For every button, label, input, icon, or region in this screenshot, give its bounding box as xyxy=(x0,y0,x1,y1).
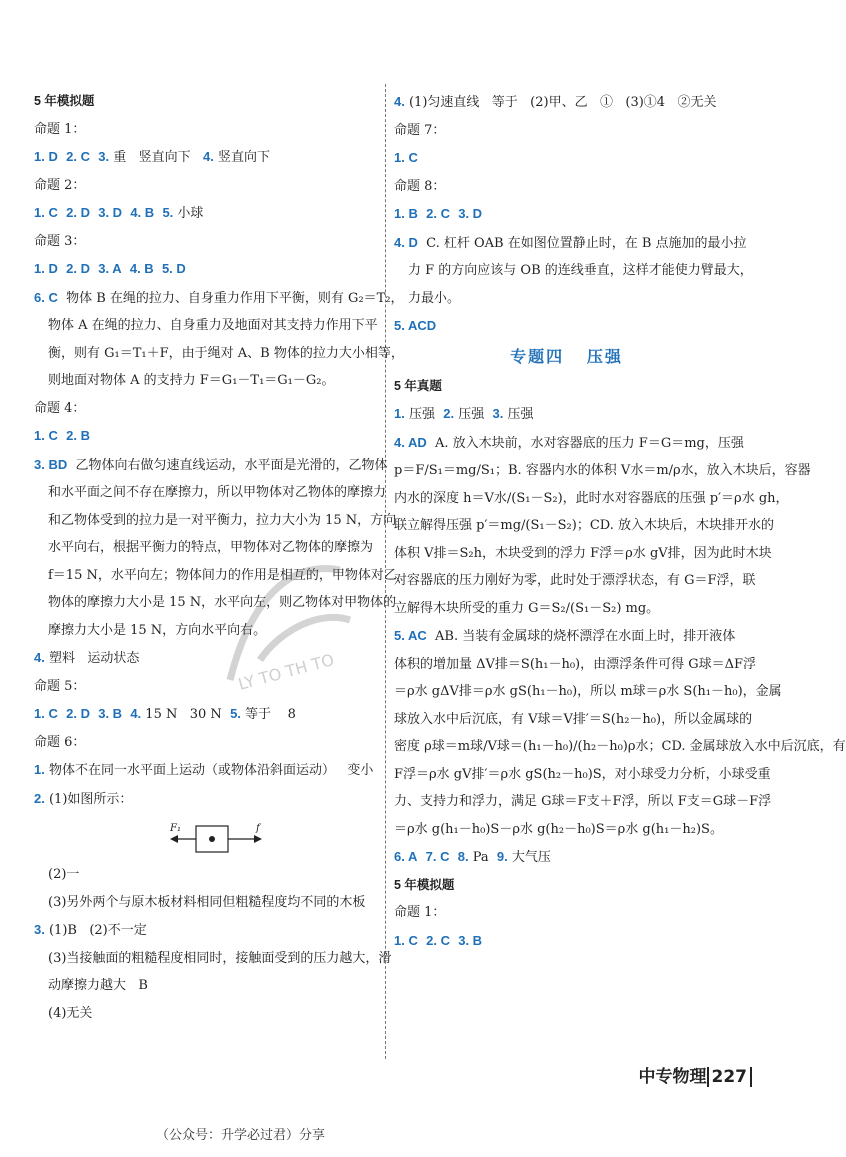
answer-text: 衡，则有 G₁＝T₁＋F，由于绳对 A、B 物体的拉力大小相等， xyxy=(48,345,404,361)
answer-line xyxy=(394,373,739,401)
answer-line xyxy=(34,861,382,889)
answer-text: F浮＝ρ水 gV排′＝ρ水 gS(h₂－h₀)S，对小球受力分析，小球受重 xyxy=(394,766,771,782)
answer-text: Pa xyxy=(468,850,497,865)
right-column xyxy=(394,88,846,955)
answer-line xyxy=(394,229,747,258)
answer-text xyxy=(90,150,98,165)
answer-text: 命题 2： xyxy=(34,177,86,193)
answer-text: 和水平面之间不存在摩擦力，所以甲物体对乙物体的摩擦力 xyxy=(48,485,387,500)
answer-text xyxy=(58,150,66,165)
answer-line xyxy=(34,700,382,729)
subject-label: 中专物理 xyxy=(638,1067,707,1087)
answer-text: 摩擦力大小是 15 N，方向水平向右。 xyxy=(48,622,267,638)
answer-line xyxy=(34,422,382,451)
answer-text xyxy=(154,262,162,277)
question-number: 4. D xyxy=(394,234,418,250)
question-number: 4. xyxy=(394,94,405,109)
question-number: 4. xyxy=(130,706,142,721)
question-number: 3. D xyxy=(98,205,123,220)
question-number: 3. D xyxy=(458,206,483,221)
answer-text: 则地面对物体 A 的支持力 F＝G₁－T₁＝G₁－G₂。 xyxy=(48,373,335,388)
answer-text: 物体 B 在绳的拉力、自身重力作用下平衡，则有 G₂＝T₂， xyxy=(57,290,404,306)
answer-text: 命题 4： xyxy=(34,400,86,416)
question-number: 2. B xyxy=(66,428,90,443)
answer-line xyxy=(394,595,739,623)
question-number: 2. D xyxy=(66,261,90,276)
answer-text xyxy=(90,707,98,722)
answer-text xyxy=(58,429,66,444)
answer-text: 对容器底的压力刚好为零，此时处于漂浮状态，有 G＝F浮，联 xyxy=(394,573,756,588)
answer-line xyxy=(394,540,772,568)
answer-text: f＝15 N，水平向左；物体间力的作用是相互的，甲物体对乙 xyxy=(48,567,397,583)
answer-text: 球放入水中后沉底，有 V球＝V排′＝S(h₂－h₀)，所以金属球的 xyxy=(394,711,753,727)
answer-line xyxy=(34,312,382,340)
answer-line xyxy=(394,512,774,540)
force-diagram-svg xyxy=(34,813,374,861)
answer-line xyxy=(394,200,739,229)
arrow-right-head xyxy=(254,835,262,843)
answer-line xyxy=(394,788,772,816)
answer-line xyxy=(34,507,397,535)
answer-text: ＝ρ水 g(h₁－h₀)S－ρ水 g(h₂－h₀)S＝ρ水 g(h₁－h₂)S。 xyxy=(394,821,723,837)
answer-text xyxy=(418,207,426,222)
answer-line xyxy=(394,567,756,595)
answer-text xyxy=(418,934,426,949)
answer-line xyxy=(394,144,739,173)
answer-line xyxy=(394,651,757,679)
page-number: 227 xyxy=(707,1067,753,1087)
question-number: 3. xyxy=(34,922,45,937)
answer-line xyxy=(394,257,753,285)
question-number: 1. C xyxy=(394,150,418,165)
question-number: 1. C xyxy=(34,706,58,721)
question-number: 1. D xyxy=(34,261,58,276)
question-number: 8. xyxy=(457,849,469,864)
answer-line xyxy=(394,117,739,145)
answer-text: 力、支持力和浮力，满足 G球＝F支＋F浮，所以 F支＝G球－F浮 xyxy=(394,794,772,809)
answer-text: 联立解得压强 p′＝mg/(S₁－S₂)；CD. 放入木块后，木块排开水的 xyxy=(394,518,774,533)
answer-line xyxy=(394,899,739,927)
answer-text: (3)另外两个与原木板材料相同但粗糙程度均不同的木板 xyxy=(48,894,366,910)
answer-line xyxy=(34,143,382,172)
answer-line xyxy=(34,1000,382,1028)
answer-line xyxy=(34,255,382,284)
question-number: 5. D xyxy=(161,261,186,276)
answer-text: 力最小。 xyxy=(408,290,461,306)
question-number: 4. xyxy=(34,650,45,665)
answer-line xyxy=(34,340,404,368)
answer-text: 命题 5： xyxy=(34,678,86,694)
question-number: 2. C xyxy=(426,206,450,221)
answer-line xyxy=(34,367,382,395)
answer-line xyxy=(34,756,382,785)
page-footer-label xyxy=(639,1062,753,1087)
answer-line xyxy=(34,172,382,200)
answer-text: A. 放入木块前，水对容器底的压力 F＝G＝mg，压强 xyxy=(426,435,744,451)
answer-line xyxy=(394,706,753,734)
answer-line xyxy=(34,916,382,945)
answer-text: 动摩擦力越大 B xyxy=(48,978,148,993)
section-heading: 5 年模拟题 xyxy=(394,877,455,892)
answer-text xyxy=(450,934,458,949)
answer-line xyxy=(394,485,789,513)
question-number: 2. D xyxy=(66,706,90,721)
answer-text: 命题 6： xyxy=(34,734,86,750)
answer-text: 水平向右，根据平衡力的特点，甲物体对乙物体的摩擦为 xyxy=(48,540,374,555)
answer-text: 物体的摩擦力大小是 15 N，水平向左，则乙物体对甲物体的 xyxy=(48,595,397,610)
answer-line xyxy=(34,199,382,228)
label-f: f xyxy=(256,823,260,834)
answer-line xyxy=(34,395,382,423)
question-number: 1. C xyxy=(34,428,58,443)
answer-line xyxy=(34,972,382,1000)
answer-text: 小球 xyxy=(173,206,204,221)
question-number: 5. xyxy=(162,205,174,220)
question-number: 5. AC xyxy=(394,628,427,643)
answer-text: 体积 V排＝S₂h，木块受到的浮力 F浮＝ρ水 gV排，因为此时木块 xyxy=(394,545,772,561)
question-number: 1. C xyxy=(394,932,418,948)
answer-text: 密度 ρ球＝m球/V球＝(h₁－h₀)/(h₂－h₀)ρ水；CD. 金属球放入水中后沉底，有 xyxy=(394,739,846,754)
answer-line xyxy=(34,889,382,917)
question-number: 2. xyxy=(34,790,45,806)
answer-text: 命题 8： xyxy=(394,178,446,194)
answer-line xyxy=(394,843,739,872)
answer-text: 立解得木块所受的重力 G＝S₂/(S₁－S₂) mg。 xyxy=(394,600,660,616)
question-number: 1. B xyxy=(394,206,418,221)
label-f1: F₁ xyxy=(170,823,181,834)
answer-line xyxy=(34,284,404,313)
question-number: 4. B xyxy=(129,261,154,276)
answer-line xyxy=(34,945,392,973)
answer-text: 内水的深度 h＝V水/(S₁－S₂)，此时水对容器底的压强 p′＝ρ水 gh， xyxy=(394,490,789,506)
answer-text: (2)一 xyxy=(48,867,80,882)
answer-text xyxy=(449,850,457,865)
answer-text: 专题四 压强 xyxy=(510,346,623,366)
answer-line xyxy=(394,761,771,789)
answer-text xyxy=(417,850,425,865)
section-heading: 5 年真题 xyxy=(394,378,442,393)
answer-line xyxy=(34,228,382,256)
answer-text: 物体不在同一水平面上运动（或物体沿斜面运动） 变小 xyxy=(44,763,374,778)
answer-text: 15 N 30 N xyxy=(141,707,231,722)
answer-line xyxy=(394,622,739,651)
watermark-logo xyxy=(200,540,370,700)
question-number: 2. xyxy=(443,406,455,421)
answer-text: (4)无关 xyxy=(48,1005,93,1021)
answer-text: 体积的增加量 ΔV排＝S(h₁－h₀)，由漂浮条件可得 G球＝ΔF浮 xyxy=(394,656,757,672)
question-number: 4. xyxy=(203,149,214,164)
answer-text: 竖直向下 xyxy=(213,150,270,165)
answer-line xyxy=(394,816,739,844)
question-number: 1. D xyxy=(34,149,58,164)
answer-line xyxy=(394,312,739,341)
answer-text: 乙物体向右做匀速直线运动，水平面是光滑的，乙物体 xyxy=(67,457,388,473)
question-number: 7. C xyxy=(425,849,450,864)
question-number: 5. xyxy=(230,706,241,721)
center-dot xyxy=(209,836,215,842)
answer-text: 命题 1： xyxy=(394,905,446,920)
answer-text: C. 杠杆 OAB 在如图位置静止时，在 B 点施加的最小拉 xyxy=(417,235,747,251)
answer-line xyxy=(34,479,387,507)
answer-text xyxy=(58,707,66,722)
question-number: 2. C xyxy=(66,149,90,164)
topic-title xyxy=(394,341,739,373)
answer-line xyxy=(394,285,739,313)
question-number: 2. D xyxy=(66,205,90,220)
answer-text xyxy=(58,206,66,221)
answer-text: ＝ρ水 gΔV排＝ρ水 gS(h₁－h₀)，所以 m球＝ρ水 S(h₁－h₀)，金属 xyxy=(394,684,782,699)
question-number: 2. C xyxy=(426,932,450,948)
answer-text: 命题 7： xyxy=(394,122,446,138)
answer-line xyxy=(34,451,388,480)
question-number: 5. ACD xyxy=(394,318,437,333)
answer-text xyxy=(58,262,66,277)
answer-line xyxy=(394,927,739,956)
question-number: 3. xyxy=(98,149,110,164)
answer-text: 力 F 的方向应该与 OB 的连线垂直，这样才能使力臂最大， xyxy=(408,263,753,278)
answer-line xyxy=(394,678,782,706)
question-number: 4. AD xyxy=(394,434,427,450)
question-number: 3. A xyxy=(98,261,122,276)
question-number: 3. B xyxy=(458,932,483,948)
answer-text xyxy=(122,262,130,277)
answer-line xyxy=(34,785,382,814)
share-note: （公众号：升学必过君）分享 xyxy=(156,1128,326,1143)
answer-text: (1)如图所示： xyxy=(44,791,133,807)
answer-line xyxy=(394,872,739,900)
answer-line xyxy=(394,400,739,429)
question-number: 4. B xyxy=(130,205,155,220)
answer-text xyxy=(450,207,458,222)
answer-text: 压强 xyxy=(503,407,534,422)
answer-line xyxy=(394,88,739,117)
answer-text: 命题 3： xyxy=(34,233,86,249)
answer-text xyxy=(90,206,98,221)
answer-text: 塑料 运动状态 xyxy=(44,651,140,666)
question-number: 1. C xyxy=(34,205,58,220)
section-heading: 5 年模拟题 xyxy=(34,94,95,108)
force-diagram xyxy=(34,813,382,861)
answer-text: 等于 8 xyxy=(240,707,296,722)
answer-text: p＝F/S₁＝mg/S₁；B. 容器内水的体积 V水＝m/ρ水，放入木块后，容器 xyxy=(394,463,811,478)
answer-text: 和乙物体受到的拉力是一对平衡力，拉力大小为 15 N，方向 xyxy=(48,512,397,528)
answer-line xyxy=(34,729,382,757)
answer-text: 压强 xyxy=(454,407,493,422)
answer-line xyxy=(34,116,382,144)
question-number: 3. xyxy=(492,406,504,421)
answer-line xyxy=(394,733,846,761)
arrow-left-head xyxy=(170,835,178,843)
answer-line xyxy=(394,173,739,201)
answer-line xyxy=(34,88,382,116)
question-number: 1. xyxy=(34,762,45,777)
question-number: 6. C xyxy=(34,289,58,305)
answer-text: 大气压 xyxy=(507,850,551,865)
question-number: 1. xyxy=(394,406,405,421)
answer-line xyxy=(394,457,811,485)
answer-line xyxy=(394,429,744,458)
question-number: 6. A xyxy=(394,849,418,864)
answer-text: 压强 xyxy=(404,407,444,422)
answer-text: (1)B (2)不一定 xyxy=(44,923,147,938)
watermark-text: LY TO TH TO xyxy=(236,650,337,694)
answer-text: 重 竖直向下 xyxy=(109,150,203,165)
answer-text: (1)匀速直线 等于 (2)甲、乙 ① (3)①4 ②无关 xyxy=(404,95,717,110)
answer-text: AB. 当装有金属球的烧杯漂浮在水面上时，排开液体 xyxy=(426,629,736,644)
question-number: 9. xyxy=(496,849,508,864)
question-number: 3. BD xyxy=(34,456,68,472)
answer-text: 物体 A 在绳的拉力、自身重力及地面对其支持力作用下平 xyxy=(48,318,378,333)
answer-text xyxy=(90,262,98,277)
answer-text: (3)当接触面的粗糙程度相同时，接触面受到的压力越大，滑 xyxy=(48,950,392,966)
answer-text: 命题 1： xyxy=(34,121,86,137)
question-number: 3. B xyxy=(98,706,123,721)
